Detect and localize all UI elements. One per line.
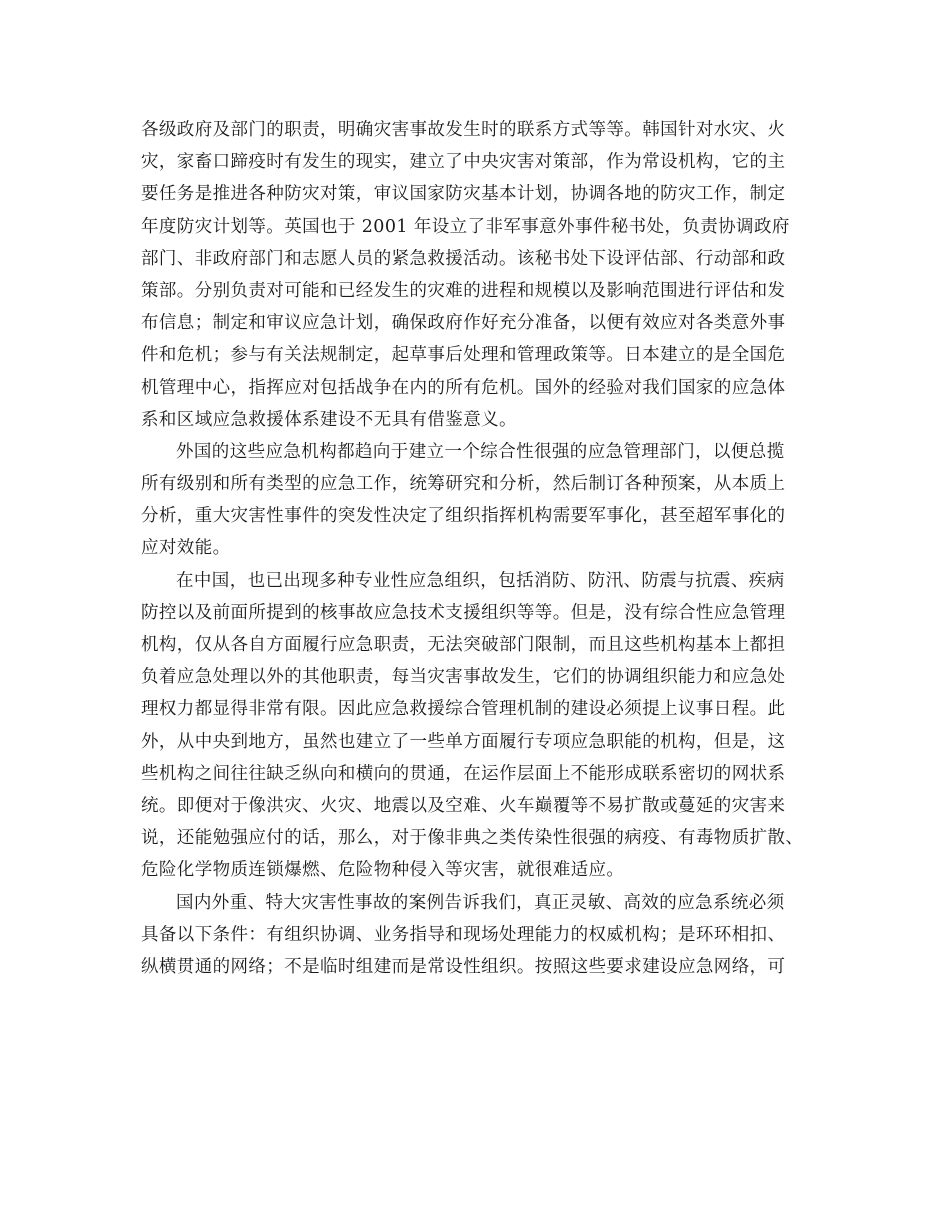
text-line: 统。即便对于像洪灾、火灾、地震以及空难、火车巅覆等不易扩散或蔓延的灾害来 [141,795,786,816]
text-line: 国内外重、特大灾害性事故的案例告诉我们，真正灵敏、高效的应急系统必须 [176,892,785,913]
text-line: 理权力都显得非常有限。因此应急救援综合管理机制的建设必须提上议事日程。此 [141,699,786,720]
text-line: 防控以及前面所提到的核事故应急技术支援组织等等。但是，没有综合性应急管理 [141,602,786,623]
paragraph [141,114,821,436]
text-line: 说，还能勉强应付的话，那么，对于像非典之类传染性很强的病疫、有毒物质扩散、 [141,828,804,849]
text-line: 灾，家畜口蹄疫时有发生的现实，建立了中央灾害对策部，作为常设机构，它的主 [141,152,786,173]
text-line: 机构，仅从各自方面履行应急职责，无法突破部门限制，而且这些机构基本上都担 [141,635,786,655]
text-line: 外国的这些应急机构都趋向于建立一个综合性很强的应急管理部门，以便总揽 [176,441,785,462]
text-line: 各级政府及部门的职责，明确灾害事故发生时的联系方式等等。韩国针对水灾、火 [141,120,786,140]
text-line: 要任务是推进各种防灾对策，审议国家防灾基本计划，协调各地的防灾工作，制定 [141,184,786,205]
text-line: 所有级别和所有类型的应急工作，统筹研究和分析，然后制订各种预案，从本质上 [141,474,786,495]
text-line: 布信息；制定和审议应急计划，确保政府作好充分准备，以便有效应对各类意外事 [141,313,786,334]
text-line: 些机构之间往往缺乏纵向和横向的贯通，在运作层面上不能形成联系密切的网状系 [141,763,786,784]
text-line: 年度防灾计划等。英国也于 2001 年设立了非军事意外事件秘书处，负责协调政府 [141,216,790,237]
text-line: 应对效能。 [141,538,231,559]
text-line: 件和危机；参与有关法规制定，起草事后处理和管理政策等。日本建立的是全国危 [141,345,786,366]
text-line: 策部。分别负责对可能和已经发生的灾难的进程和规模以及影响范围进行评估和发 [141,280,786,301]
text-line: 系和区域应急救援体系建设不无具有借鉴意义。 [141,409,517,430]
paragraph [141,436,821,565]
text-line: 负着应急处理以外的其他职责，每当灾害事故发生，它们的协调组织能力和应急处 [141,667,786,688]
text-line: 危险化学物质连锁爆燃、危险物种侵入等灾害，就很难适应。 [141,860,625,881]
text-line: 在中国，也已出现多种专业性应急组织，包括消防、防汛、防震与抗震、疾病 [176,570,785,591]
body-text [141,114,821,983]
text-line: 纵横贯通的网络；不是临时组建而是常设性组织。按照这些要求建设应急网络，可 [141,956,786,977]
paragraph [141,887,821,984]
text-line: 外，从中央到地方，虽然也建立了一些单方面履行专项应急职能的机构，但是，这 [141,731,786,752]
text-line: 机管理中心，指挥应对包括战争在内的所有危机。国外的经验对我们国家的应急体 [141,377,786,398]
paragraph [141,565,821,887]
text-line: 具备以下条件：有组织协调、业务指导和现场处理能力的权威机构；是环环相扣、 [141,924,786,945]
text-line: 分析，重大灾害性事件的突发性决定了组织指挥机构需要军事化，甚至超军事化的 [141,506,786,527]
text-line: 部门、非政府部门和志愿人员的紧急救援活动。该秘书处下设评估部、行动部和政 [141,248,786,269]
